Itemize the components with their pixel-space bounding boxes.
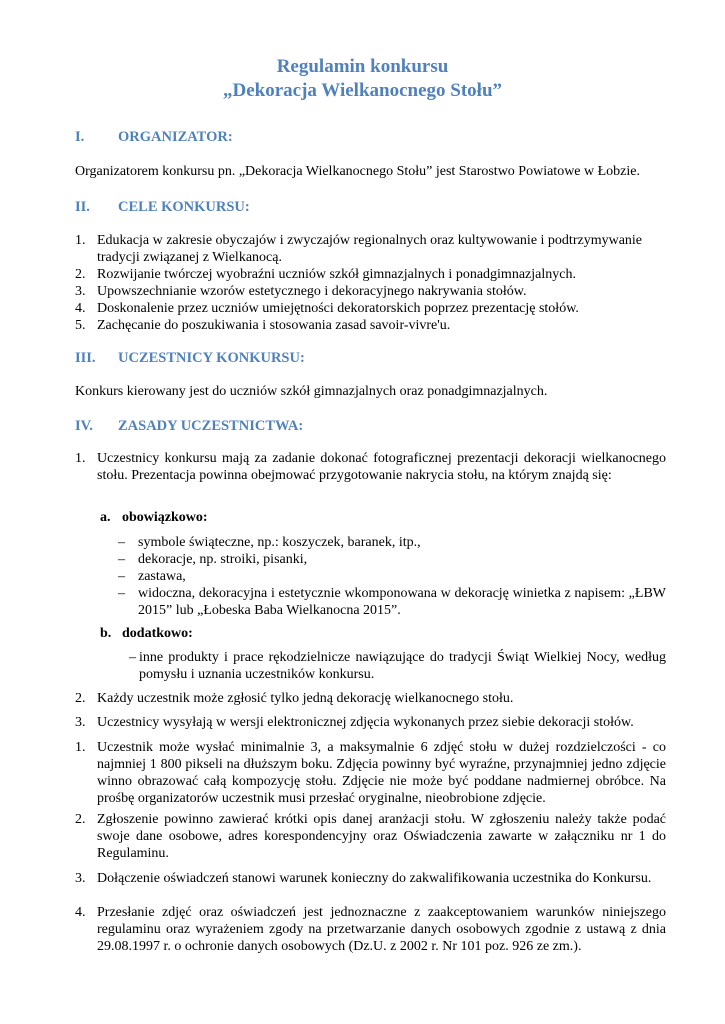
mandatory-item	[118, 534, 666, 551]
subsection-letter: b.	[100, 626, 112, 641]
section-heading-rules	[75, 417, 303, 435]
dash-bullet: –	[118, 586, 125, 601]
subsection-mandatory	[100, 509, 208, 526]
item-text: Edukacja w zakresie obyczajów i zwyczajów regionalnych oraz kultywowanie i podtrzymywanie tradycji związanej z Wielkanocą.	[97, 233, 643, 265]
section-heading-participants	[75, 349, 305, 367]
title-line-2: „Dekoracja Wielkanocnego Stołu”	[222, 80, 503, 101]
goal-item	[75, 317, 666, 334]
item-number: 2.	[75, 812, 86, 827]
section-title: ZASADY UCZESTNICTWA:	[118, 418, 304, 434]
item-number: 5.	[75, 318, 86, 333]
document-title	[0, 55, 725, 103]
goal-item	[75, 232, 666, 266]
item-text: Zachęcanie do poszukiwania i stosowania zasad savoir-vivre'u.	[97, 318, 451, 333]
additional-item	[129, 649, 666, 683]
section-heading-organizer	[75, 128, 233, 146]
item-text: Uczestnicy konkursu mają za zadanie dokonać fotograficznej prezentacji dekoracji wielkanocnego stołu. Prezentacja powinna obejmować przygotowanie nakrycia stołu, na którym znajdą się:	[97, 451, 666, 483]
mandatory-item	[118, 551, 666, 568]
item-text: zastawa,	[138, 569, 186, 584]
mandatory-item	[118, 585, 666, 619]
item-number: 3.	[75, 715, 86, 730]
submission-item	[75, 904, 666, 955]
mandatory-item	[118, 568, 666, 585]
subsection-additional	[100, 625, 193, 642]
subsection-title: obowiązkowo:	[122, 510, 208, 525]
goal-item	[75, 266, 666, 283]
rule-item	[75, 450, 666, 484]
item-number: 2.	[75, 691, 86, 706]
section-title: ORGANIZATOR:	[118, 129, 233, 145]
item-text: Każdy uczestnik może zgłosić tylko jedną dekorację wielkanocnego stołu.	[97, 691, 514, 706]
goal-item	[75, 283, 666, 300]
item-number: 2.	[75, 267, 86, 282]
title-line-1: Regulamin konkursu	[276, 56, 449, 77]
dash-bullet: –	[118, 552, 125, 567]
section-number: II.	[75, 199, 90, 215]
dash-bullet: –	[129, 650, 136, 665]
item-text: Przesłanie zdjęć oraz oświadczeń jest jednoznaczne z zaakceptowaniem warunków niniejszego regulaminu oraz wyrażeniem zgody na przetwarzanie danych osobowych zgodnie z ustawą z dnia 29.08.1997 r. o ochronie danych osobowych (Dz.U. z 2002 r. Nr 101 poz. 926 ze zm.).	[97, 905, 666, 954]
submission-item	[75, 870, 666, 887]
item-number: 4.	[75, 301, 86, 316]
section-number: I.	[75, 129, 85, 145]
section-number: IV.	[75, 418, 93, 434]
item-text: Upowszechnianie wzorów estetycznego i dekoracyjnego nakrywania stołów.	[97, 284, 527, 299]
section-title: CELE KONKURSU:	[118, 199, 250, 215]
item-text: widoczna, dekoracyjna i estetycznie wkomponowana w dekorację winietka z napisem: „ŁBW 2015” lub „Łobeska Baba Wielkanocna 2015”.	[138, 586, 666, 618]
item-text: Dołączenie oświadczeń stanowi warunek konieczny do zakwalifikowania uczestnika do Konkursu.	[97, 871, 652, 886]
item-number: 1.	[75, 451, 86, 466]
item-text: inne produkty i prace rękodzielnicze nawiązujące do tradycji Świąt Wielkiej Nocy, według pomysłu i uznania uczestników konkursu.	[139, 650, 666, 682]
item-text: Rozwijanie twórczej wyobraźni uczniów szkół gimnazjalnych i ponadgimnazjalnych.	[97, 267, 576, 282]
dash-bullet: –	[118, 535, 125, 550]
item-text: Zgłoszenie powinno zawierać krótki opis danej aranżacji stołu. W zgłoszeniu należy także podać swoje dane osobowe, adres korespondencyjny oraz Oświadczenia zawarte w załączniku nr 1 do Regulaminu.	[97, 812, 666, 861]
item-number: 3.	[75, 284, 86, 299]
section-title: UCZESTNICY KONKURSU:	[118, 350, 305, 366]
rule-item	[75, 714, 666, 731]
item-text: Doskonalenie przez uczniów umiejętności dekoratorskich poprzez prezentację stołów.	[97, 301, 579, 316]
item-text: dekoracje, np. stroiki, pisanki,	[138, 552, 308, 567]
item-number: 3.	[75, 871, 86, 886]
item-text: symbole świąteczne, np.: koszyczek, baranek, itp.,	[138, 535, 421, 550]
dash-bullet: –	[118, 569, 125, 584]
item-number: 1.	[75, 740, 86, 755]
organizer-paragraph: Organizatorem konkursu pn. „Dekoracja Wielkanocnego Stołu” jest Starostwo Powiatowe w Łobzie.	[75, 164, 640, 179]
section-number: III.	[75, 350, 96, 366]
item-text: Uczestnicy wysyłają w wersji elektronicznej zdjęcia wykonanych przez siebie dekoracji stołów.	[97, 715, 634, 730]
submission-item	[75, 811, 666, 862]
rule-item	[75, 690, 666, 707]
item-number: 1.	[75, 233, 86, 248]
participants-paragraph: Konkurs kierowany jest do uczniów szkół gimnazjalnych oraz ponadgimnazjalnych.	[75, 384, 548, 399]
submission-item	[75, 739, 666, 807]
subsection-letter: a.	[100, 510, 111, 525]
item-text: Uczestnik może wysłać minimalnie 3, a maksymalnie 6 zdjęć stołu w dużej rozdzielczości - co najmniej 1 800 pikseli na dłuższym boku. Zdjęcia powinny być wyraźne, przynajmniej jedno zdjęcie winno obrazować całą kompozycję stołu. Zdjęcie nie może być poddane nadmiernej obróbce. Na prośbę organizatorów uczestnik musi przesłać oryginalne, nieobrobione zdjęcie.	[97, 740, 666, 806]
goal-item	[75, 300, 666, 317]
subsection-title: dodatkowo:	[122, 626, 193, 641]
section-heading-goals	[75, 198, 250, 216]
item-number: 4.	[75, 905, 86, 920]
